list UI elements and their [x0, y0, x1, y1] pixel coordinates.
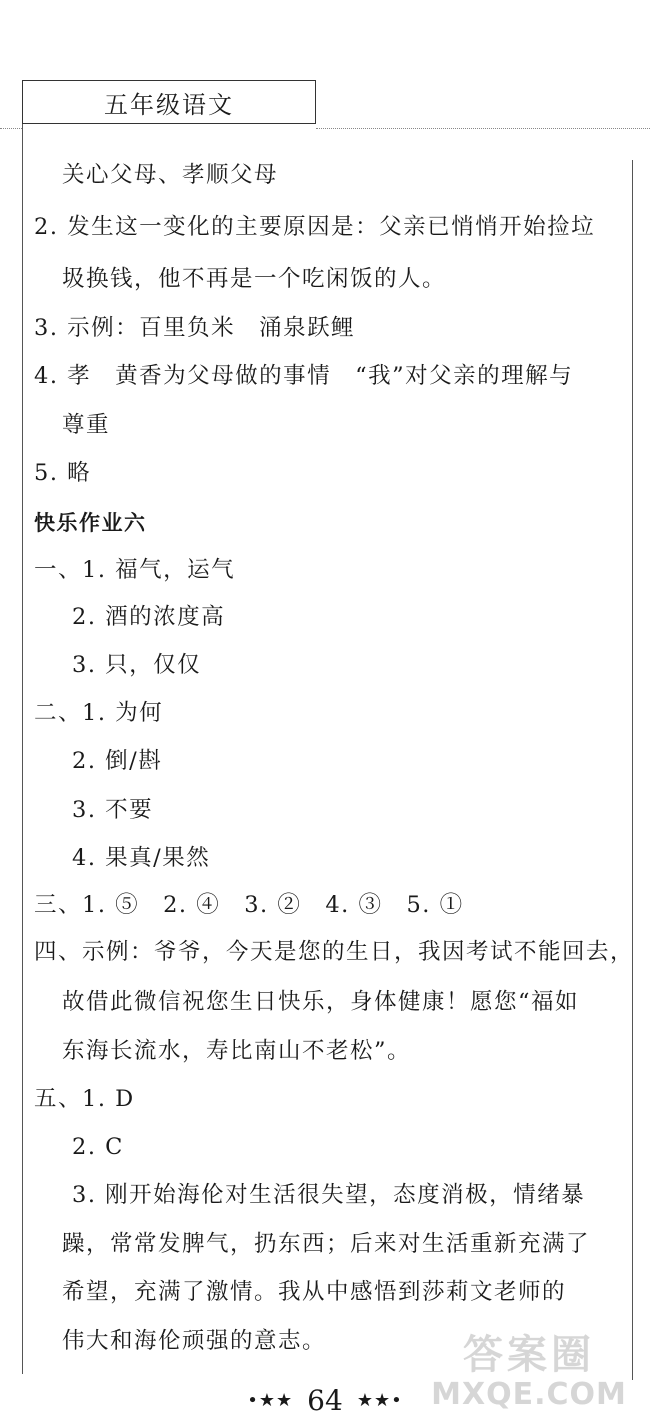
answer-line: 伟大和海伦顽强的意志。: [62, 1328, 327, 1354]
answer-line: 5. 略: [34, 460, 92, 486]
answer-line: 关心父母、孝顺父母: [62, 162, 279, 188]
answer-line: 2. 发生这一变化的主要原因是：父亲已悄悄开始捡垃: [34, 214, 596, 240]
header-dotted-rule-left: [0, 128, 22, 129]
answer-line: 4. 孝 黄香为父母做的事情 “我”对父亲的理解与: [34, 363, 574, 389]
site-watermark: [424, 1332, 634, 1418]
page-header-title: [22, 80, 316, 124]
footer-stars-right: ★★•: [356, 1390, 403, 1411]
answer-line: 3. 示例：百里负米 涌泉跃鲤: [34, 315, 356, 341]
answer-line: 二、1. 为何: [34, 700, 164, 726]
footer-stars-left: •★★: [247, 1390, 294, 1411]
answer-line: 3. 刚开始海伦对生活很失望，态度消极，情绪暴: [72, 1182, 586, 1208]
answer-line: 一、1. 福气，运气: [34, 557, 236, 583]
answer-line: 四、示例：爷爷，今天是您的生日，我因考试不能回去，: [34, 939, 635, 965]
answer-line: 尊重: [62, 412, 111, 438]
answer-line: 故借此微信祝您生日快乐，身体健康！愿您“福如: [62, 989, 580, 1015]
header-title-text: 五年级语文: [104, 90, 234, 119]
answer-line: 2. 倒/斟: [72, 748, 163, 774]
answer-line: 躁，常常发脾气，扔东西；后来对生活重新充满了: [62, 1231, 591, 1257]
watermark-logo-text: 答案圈: [463, 1332, 595, 1378]
right-margin-rule: [632, 160, 633, 1380]
answer-line: 2. 酒的浓度高: [72, 604, 226, 630]
watermark-domain: MXQE.COM: [431, 1377, 627, 1412]
answer-line: 3. 不要: [72, 797, 154, 823]
left-margin-rule: [22, 124, 23, 1374]
answer-line: 2. C: [72, 1134, 124, 1160]
answer-line: 圾换钱，他不再是一个吃闲饭的人。: [62, 266, 447, 292]
section-title: 快乐作业六: [34, 511, 147, 535]
answer-line: 希望，充满了激情。我从中感悟到莎莉文老师的: [62, 1279, 567, 1305]
answer-line: 4. 果真/果然: [72, 845, 211, 871]
answer-line: 东海长流水，寿比南山不老松”。: [62, 1038, 412, 1064]
answer-line: 五、1. D: [34, 1086, 135, 1112]
header-dotted-rule: [316, 128, 650, 129]
answer-line: 三、1. ⑤ 2. ④ 3. ② 4. ③ 5. ①: [34, 892, 464, 918]
answer-line: 3. 只，仅仅: [72, 652, 202, 678]
page-number: 64: [307, 1384, 343, 1417]
